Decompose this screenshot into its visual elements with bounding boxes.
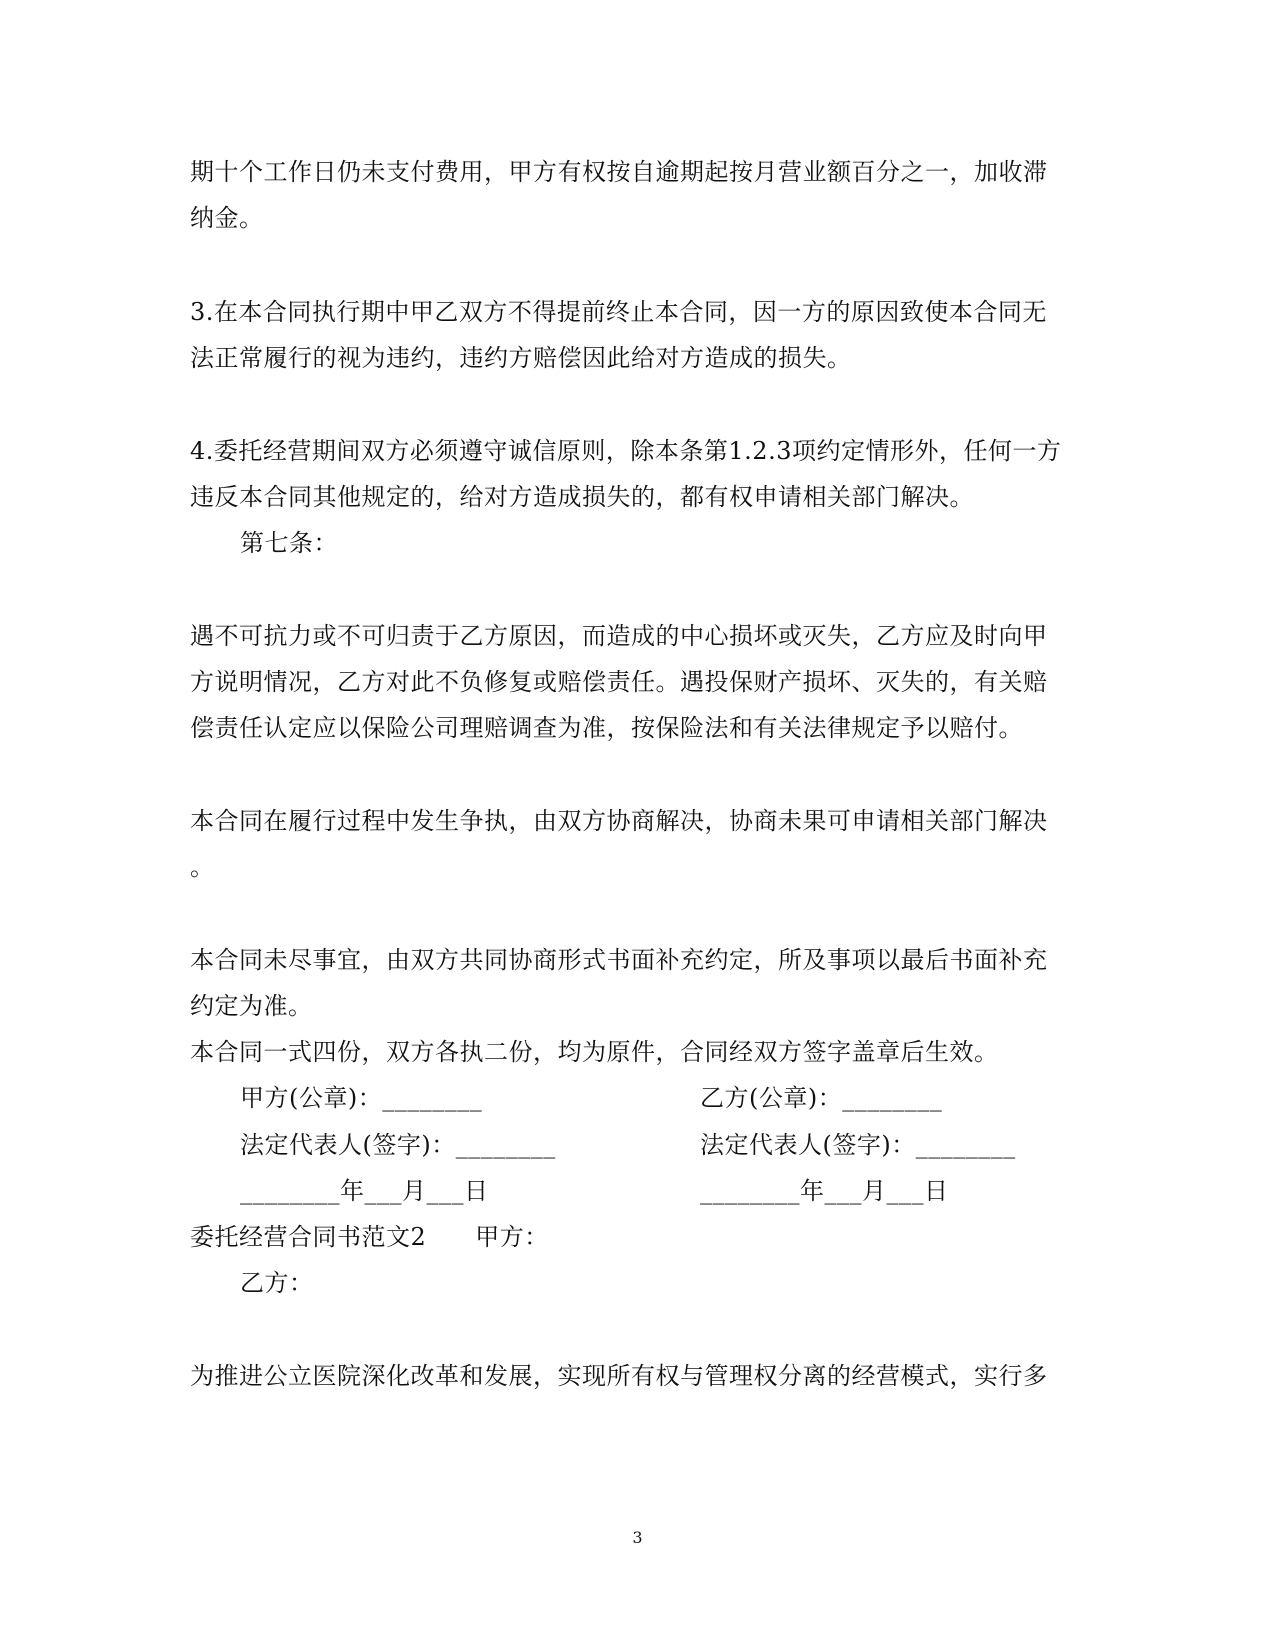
paragraph-line: 偿责任认定应以保险公司理赔调查为准，按保险法和有关法律规定予以赔付。 [190, 714, 1023, 742]
next-contract-party-b: 乙方： [240, 1269, 314, 1297]
party-b-seal: 乙方(公章)：________ [700, 1084, 943, 1112]
party-b-representative: 法定代表人(签字)：________ [700, 1131, 1016, 1159]
paragraph-line: 期十个工作日仍未支付费用，甲方有权按自逾期起按月营业额百分之一，加收滞 [190, 158, 1048, 186]
party-b-date: ________年___月___日 [700, 1177, 949, 1205]
next-contract-title: 委托经营合同书范文2 甲方： [190, 1223, 549, 1251]
paragraph-line: 4.委托经营期间双方必须遵守诚信原则，除本条第1.2.3项约定情形外，任何一方 [190, 437, 1062, 465]
party-a-date: ________年___月___日 [240, 1177, 489, 1205]
paragraph-line: 遇不可抗力或不可归责于乙方原因，而造成的中心损坏或灭失，乙方应及时向甲 [190, 622, 1048, 650]
paragraph-line: 法正常履行的视为违约，违约方赔偿因此给对方造成的损失。 [190, 344, 852, 372]
next-contract-intro: 为推进公立医院深化改革和发展，实现所有权与管理权分离的经营模式，实行多 [190, 1362, 1048, 1390]
paragraph-line: 本合同在履行过程中发生争执，由双方协商解决，协商未果可申请相关部门解决 [190, 807, 1048, 835]
paragraph-line: 3.在本合同执行期中甲乙双方不得提前终止本合同，因一方的原因致使本合同无 [190, 298, 1047, 326]
paragraph-line: 本合同未尽事宜，由双方共同协商形式书面补充约定，所及事项以最后书面补充 [190, 946, 1048, 974]
page-number: 3 [632, 1528, 643, 1547]
party-a-representative: 法定代表人(签字)：________ [240, 1131, 556, 1159]
paragraph-line: 纳金。 [190, 204, 264, 232]
party-a-seal: 甲方(公章)：________ [240, 1084, 483, 1112]
paragraph-line: 。 [190, 853, 215, 881]
paragraph-line: 本合同一式四份，双方各执二份，均为原件，合同经双方签字盖章后生效。 [190, 1038, 999, 1066]
paragraph-line: 违反本合同其他规定的，给对方造成损失的，都有权申请相关部门解决。 [190, 483, 974, 511]
paragraph-line: 约定为准。 [190, 992, 313, 1020]
article-heading: 第七条： [240, 529, 338, 557]
paragraph-line: 方说明情况，乙方对此不负修复或赔偿责任。遇投保财产损坏、灭失的，有关赔 [190, 668, 1048, 696]
